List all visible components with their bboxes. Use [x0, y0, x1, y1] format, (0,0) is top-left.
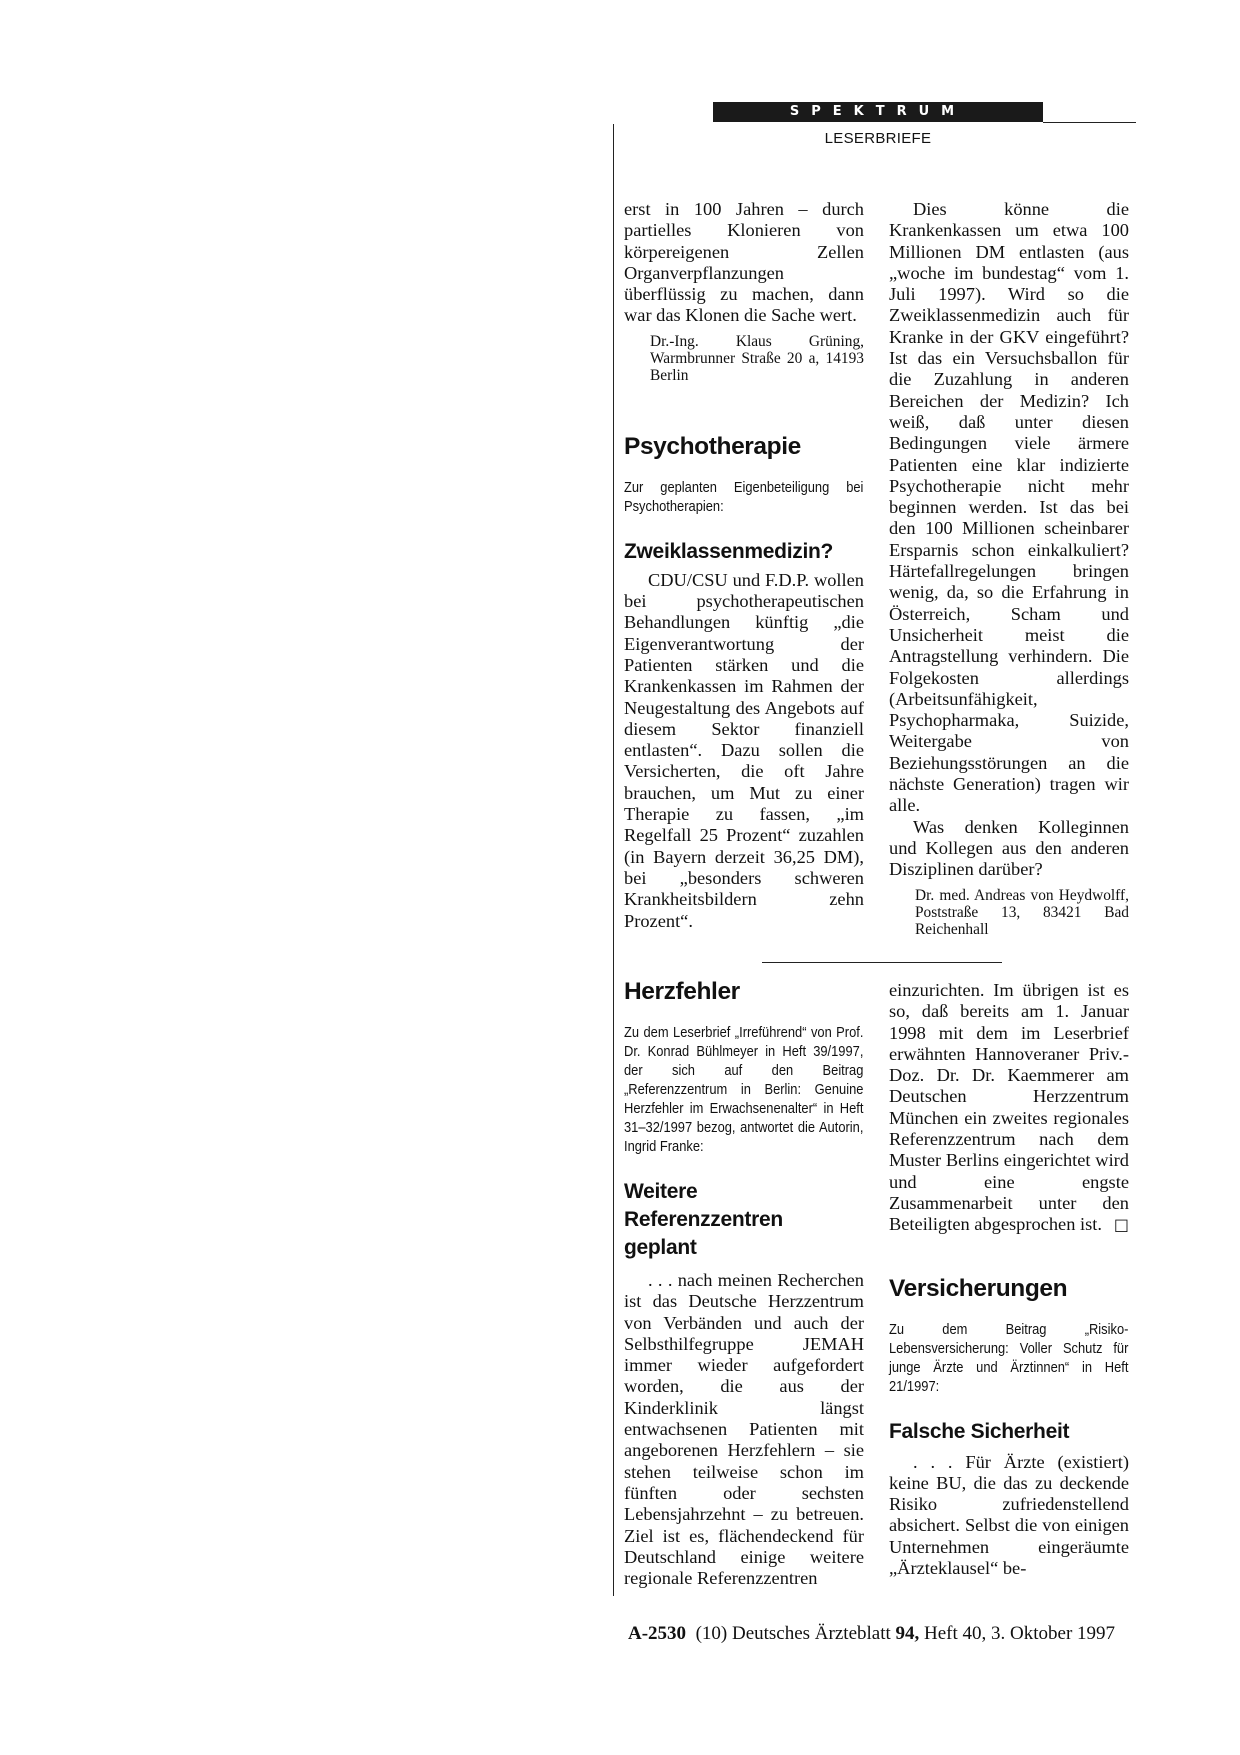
section-title: SPEKTRUM: [789, 104, 967, 119]
footer-issue: Heft 40, 3. Oktober 1997: [924, 1623, 1116, 1644]
paragraph: . . . Für Ärzte (existiert) keine BU, die das zu deckende Risiko zufriedenstellend absichert. Selbst die von einigen Unternehmen eingeräumte „Ärzteklausel“ be-: [889, 1451, 1129, 1579]
page-footer: [628, 1622, 1148, 1646]
subsection-title: LESERBRIEFE: [824, 130, 932, 147]
column-4: [889, 980, 1129, 1579]
article-title: Herzfehler: [624, 978, 740, 1005]
section-header-bar: [713, 102, 1043, 122]
article-title: Psychotherapie: [624, 432, 801, 460]
column-1: [624, 199, 864, 932]
article-subtitle: Weitere Referenzzentren geplant: [624, 1180, 783, 1259]
paragraph: einzurichten. Im übrigen ist es so, daß bereits am 1. Januar 1998 mit dem im Leserbrief erwähnten Hannoveraner Priv.-Doz. Dr. Dr. Kaemmerer am Deutschen Herzzentrum München ein zweites regionales Referenzzentrum nach dem Muster Berlins eingerichtet wird und eine engste Zusammenarbeit unter den Beteiligten abgesprochen ist.: [889, 980, 1129, 1235]
article-intro: Zur geplanten Eigenbeteiligung bei Psychotherapien:: [624, 478, 864, 515]
author-signature: Dr. med. Andreas von Heydwolff, Poststraße 13, 83421 Bad Reichenhall: [915, 886, 1129, 938]
footer-volume: 94,: [895, 1623, 920, 1644]
article-intro: Zu dem Leserbrief „Irreführend“ von Prof. Dr. Konrad Bühlmeyer in Heft 39/1997, der sich auf den Beitrag „Referenzzentrum in Berlin: Genuine Herzfehler im Erwachsenenalter“ in Heft 31–32/1997 bezog, antwortet die Autorin, Ingrid Franke:: [624, 1024, 864, 1155]
article-intro: Zu dem Beitrag „Risiko-Lebensversicherung: Voller Schutz für junge Ärzte und Ärztinnen“ in Heft 21/1997:: [889, 1320, 1129, 1395]
article-subtitle: Falsche Sicherheit: [889, 1419, 1070, 1443]
column-divider-line: [613, 124, 614, 1596]
article-subtitle: Zweiklassenmedizin?: [624, 539, 834, 563]
paragraph-with-end-mark: [889, 980, 1129, 1236]
end-of-article-mark: □: [1113, 1215, 1129, 1235]
article-title: Versicherungen: [889, 1274, 1068, 1302]
article-separator: [762, 962, 1002, 963]
column-2: [889, 199, 1129, 938]
header-rule: [1043, 122, 1136, 123]
paragraph: . . . nach meinen Recherchen ist das Deutsche Herzzentrum von Verbänden und auch der Selbsthilfegruppe JEMAH immer wieder aufgefordert worden, die aus der Kinderklinik längst entwachsenen Patienten mit angeborenen Herzfehlern – sie stehen teilweise schon im fünften oder sechsten Lebensjahrzehnt – zu betreuen. Ziel ist es, flächendeckend für Deutschland einige weitere regionale Referenzzentren: [624, 1270, 864, 1589]
footer-text: (10) Deutsches Ärzteblatt: [695, 1623, 891, 1644]
page-number: A-2530: [628, 1623, 687, 1644]
paragraph: CDU/CSU und F.D.P. wollen bei psychotherapeutischen Behandlungen künftig „die Eigenverantwortung der Patienten stärken und die Krankenkassen im Rahmen der Neugestaltung des Angebots auf diesem Sektor finanziell entlasten“. Dazu sollen die Versicherten, die oft Jahre brauchen, um Mut zu einer Therapie zu fassen, „im Regelfall 25 Prozent“ zuzahlen (in Bayern derzeit 36,25 DM), bei „besonders schweren Krankheitsbildern zehn Prozent“.: [624, 569, 864, 931]
column-3: [624, 977, 864, 1589]
paragraph: Was denken Kolleginnen und Kollegen aus den anderen Disziplinen darüber?: [889, 816, 1129, 880]
author-signature: Dr.-Ing. Klaus Grüning, Warmbrunner Straße 20 a, 14193 Berlin: [650, 332, 864, 384]
paragraph: Dies könne die Krankenkassen um etwa 100 Millionen DM entlasten (aus „woche im bundestag“ vom 1. Juli 1997). Wird so die Zweiklassenmedizin auch für Kranke in der GKV eingeführt? Ist das ein Versuchsballon für die Zuzahlung in anderen Bereichen der Medizin? Ich weiß, daß unter diesen Bedingungen viele ärmere Patienten eine klar indizierte Psychotherapie nicht mehr beginnen werden. Ist das bei den 100 Millionen scheinbarer Ersparnis schon einkalkuliert? Härtefallregelungen bringen wenig, da, so die Erfahrung in Österreich, Scham und Unsicherheit meist die Antragstellung verhindern. Die Folgekosten allerdings (Arbeitsunfähigkeit, Psychopharmaka, Suizide, Weitergabe von Beziehungsstörungen an die nächste Generation) tragen wir alle.: [889, 199, 1129, 816]
paragraph: erst in 100 Jahren – durch partielles Klonieren von körpereigenen Zellen Organverpflanzungen überflüssig zu machen, dann war das Klonen die Sache wert.: [624, 199, 864, 326]
